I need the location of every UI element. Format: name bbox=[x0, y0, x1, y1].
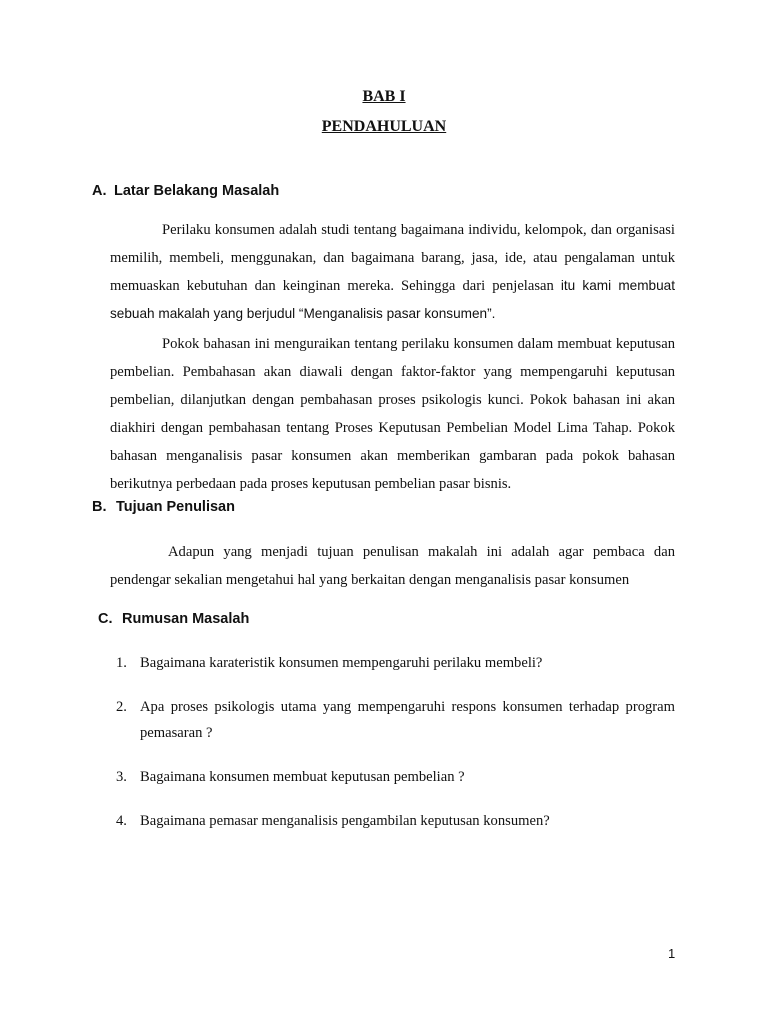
list-item-number: 2. bbox=[116, 699, 127, 715]
problem-list bbox=[110, 650, 675, 834]
chapter-number: BAB I bbox=[362, 88, 406, 105]
section-b-paragraph: Adapun yang menjadi tujuan penulisan makalah ini adalah agar pembaca dan pendengar sekalian mengetahui hal yang berkaitan dengan menganalisis pasar konsumen bbox=[110, 544, 675, 588]
list-item-number: 3. bbox=[116, 769, 127, 785]
section-a-paragraph-1 bbox=[110, 216, 675, 328]
page-number: 1 bbox=[668, 946, 676, 961]
section-a-paragraph-2: Pokok bahasan ini menguraikan tentang perilaku konsumen dalam membuat keputusan pembelian. Pembahasan akan diawali dengan faktor-faktor yang mempengaruhi keputusan pembelian, dilanjutkan dengan pembahasan proses psikologis kunci. Pokok bahasan ini akan diakhiri dengan pembahasan tentang Proses Keputusan Pembelian Model Lima Tahap. Pokok bahasan menganalisis pasar konsumen akan memberikan gambaran pada pokok bahasan berikutnya perbedaan pada proses keputusan pembelian pasar bisnis. bbox=[110, 336, 675, 492]
section-a-letter: A. bbox=[92, 183, 107, 199]
list-item-text: Bagaimana karateristik konsumen mempengaruhi perilaku membeli? bbox=[140, 655, 543, 671]
section-b-letter: B. bbox=[92, 499, 107, 515]
section-c-title: Rumusan Masalah bbox=[122, 611, 250, 627]
list-item bbox=[110, 694, 675, 746]
section-a-title: Latar Belakang Masalah bbox=[114, 183, 280, 199]
list-item-number: 4. bbox=[116, 813, 127, 829]
list-item bbox=[110, 764, 675, 790]
chapter-title: PENDAHULUAN bbox=[321, 118, 447, 135]
section-b-title: Tujuan Penulisan bbox=[116, 499, 235, 515]
list-item-text: Bagaimana pemasar menganalisis pengambilan keputusan konsumen? bbox=[140, 813, 550, 829]
section-a-heading bbox=[92, 183, 279, 199]
list-item-text: Bagaimana konsumen membuat keputusan pembelian ? bbox=[140, 769, 465, 785]
list-item bbox=[110, 650, 675, 676]
list-item-number: 1. bbox=[116, 655, 127, 671]
section-c-heading bbox=[98, 611, 249, 627]
section-c-letter: C. bbox=[98, 611, 113, 627]
section-a-paragraph-1-main: Perilaku konsumen adalah studi tentang bagaimana individu, kelompok, dan organisasi memilih, membeli, menggunakan, dan bagaimana barang, jasa, ide, atau pengalaman untuk memuaskan kebutuhan dan keinginan mereka. Sehingga dari penjelasan bbox=[110, 222, 675, 294]
section-b-heading bbox=[92, 499, 235, 515]
list-item bbox=[110, 808, 675, 834]
list-item-text: Apa proses psikologis utama yang mempengaruhi respons konsumen terhadap program pemasaran ? bbox=[140, 699, 675, 741]
section-a-paragraph-1-tail: itu kami membuat sebuah makalah yang berjudul “Menganalisis pasar konsumen”. bbox=[110, 278, 675, 321]
